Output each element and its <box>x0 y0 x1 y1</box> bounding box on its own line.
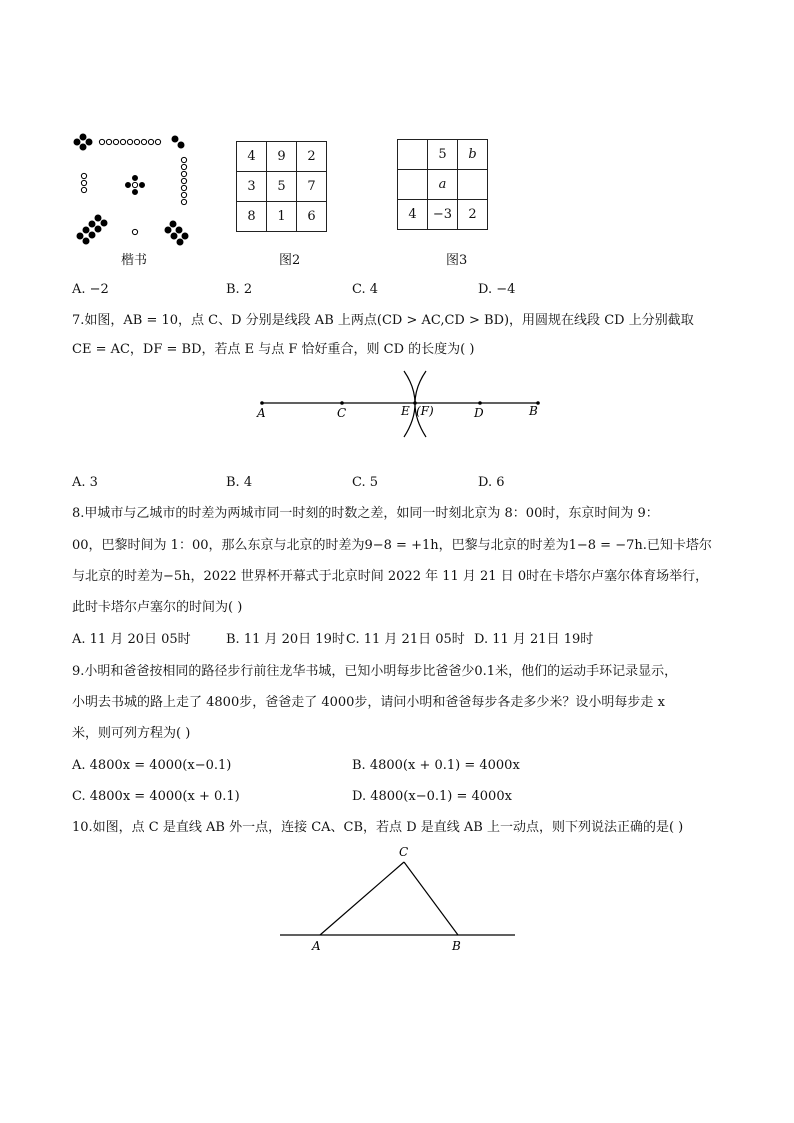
q9-option-c: C. 4800x = 4000(x + 0.1) <box>72 789 240 804</box>
q8-option-c: C. 11 月 21日 05时 <box>346 632 465 647</box>
fig2-cell: 1 <box>267 202 297 232</box>
luoshu-figure <box>72 128 202 246</box>
fig2-cell: 9 <box>267 142 297 172</box>
point-c-dot <box>340 401 344 405</box>
fig3-cell: 4 <box>398 200 428 230</box>
point-f-label: (F) <box>416 404 434 418</box>
point-d-label: D <box>474 406 484 420</box>
luoshu-caption: 楷书 <box>121 253 148 268</box>
point-c-label: C <box>399 845 409 859</box>
q8-stem-line2: 00，巴黎时间为 1：00，那么东京与北京的时差为9−8 = +1h，巴黎与北京的时差为1−8 = −7h.已知卡塔尔 <box>72 538 712 553</box>
q9-option-a: A. 4800x = 4000(x−0.1) <box>72 758 232 773</box>
q9-stem-line3: 米，则可列方程为( ) <box>72 726 191 741</box>
fig2-caption: 图2 <box>279 253 301 268</box>
q7-option-d: D. 6 <box>478 475 505 490</box>
q8-option-d: D. 11 月 21日 19时 <box>474 632 594 647</box>
point-b-label: B <box>529 404 538 418</box>
point-c-label: C <box>337 406 347 420</box>
q6-option-b: B. 2 <box>226 282 253 297</box>
q8-option-b: B. 11 月 20日 19时 <box>226 632 345 647</box>
q7-stem-line1: 7.如图，AB = 10，点 C、D 分别是线段 AB 上两点(CD > AC,CD > BD)，用圆规在线段 CD 上分别截取 <box>72 313 694 328</box>
magic-square-fig2 <box>236 141 327 232</box>
q7-option-b: B. 4 <box>226 475 253 490</box>
point-d-dot <box>478 401 482 405</box>
point-a-label: A <box>257 406 266 420</box>
q8-stem-line3: 与北京的时差为−5h，2022 世界杯开幕式于北京时间 2022 年 11 月 21 日 0时在卡塔尔卢塞尔体育场举行， <box>72 569 709 584</box>
fig2-cell: 7 <box>297 172 327 202</box>
q9-stem-line1: 9.小明和爸爸按相同的路径步行前往龙华书城，已知小明每步比爸爸少0.1米，他们的运动手环记录显示， <box>72 664 678 679</box>
q7-option-c: C. 5 <box>352 475 379 490</box>
q8-option-a: A. 11 月 20日 05时 <box>72 632 191 647</box>
segment-ca <box>320 862 404 935</box>
q6-option-c: C. 4 <box>352 282 379 297</box>
q9-option-d: D. 4800(x−0.1) = 4000x <box>352 789 512 804</box>
q9-stem-line2: 小明去书城的路上走了 4800步，爸爸走了 4000步，请问小明和爸爸每步各走多少米？设小明每步走 x <box>72 695 665 710</box>
fig3-cell: a <box>428 170 458 200</box>
q7-stem-line2: CE = AC，DF = BD，若点 E 与点 F 恰好重合，则 CD 的长度为( ) <box>72 342 475 357</box>
fig2-cell: 5 <box>267 172 297 202</box>
fig2-cell: 2 <box>297 142 327 172</box>
point-b-label: B <box>452 939 461 953</box>
fig3-cell <box>398 170 428 200</box>
point-e-label: E <box>401 404 410 418</box>
fig2-cell: 4 <box>237 142 267 172</box>
fig3-cell: 2 <box>458 200 488 230</box>
q7-option-a: A. 3 <box>72 475 98 490</box>
q8-stem-line4: 此时卡塔尔卢塞尔的时间为( ) <box>72 600 243 615</box>
q6-option-a: A. −2 <box>72 282 109 297</box>
point-a-label: A <box>312 939 321 953</box>
q10-stem-line1: 10.如图，点 C 是直线 AB 外一点，连接 CA、CB，若点 D 是直线 AB 上一动点，则下列说法正确的是( ) <box>72 820 684 835</box>
q9-option-b: B. 4800(x + 0.1) = 4000x <box>352 758 520 773</box>
fig3-cell <box>458 170 488 200</box>
fig2-cell: 3 <box>237 172 267 202</box>
fig3-cell <box>398 140 428 170</box>
q6-option-d: D. −4 <box>478 282 516 297</box>
fig2-cell: 6 <box>297 202 327 232</box>
magic-square-fig3 <box>397 139 488 230</box>
luoshu-dots-icon <box>72 128 202 246</box>
fig3-cell: b <box>458 140 488 170</box>
q8-stem-line1: 8.甲城市与乙城市的时差为两城市同一时刻的时数之差，如同一时刻北京为 8：00时，东京时间为 9： <box>72 506 659 521</box>
q7-segment-figure <box>250 365 550 441</box>
fig3-caption: 图3 <box>446 253 468 268</box>
q10-triangle-figure <box>270 840 530 960</box>
fig3-cell: 5 <box>428 140 458 170</box>
segment-cb <box>404 862 458 935</box>
point-a-dot <box>260 401 264 405</box>
fig3-cell: −3 <box>428 200 458 230</box>
fig2-cell: 8 <box>237 202 267 232</box>
